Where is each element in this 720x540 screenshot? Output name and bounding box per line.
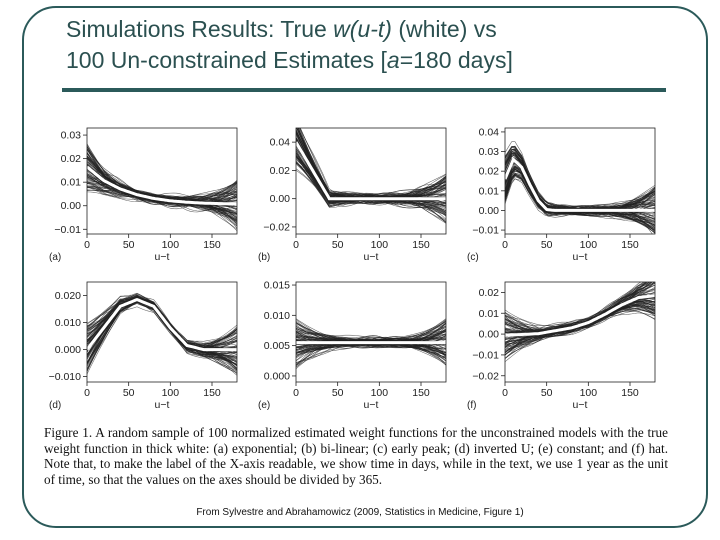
panel-label: (b) [258,252,271,263]
title-line2b: a [386,47,400,73]
title-line2a: 100 Un-constrained Estimates [ [66,47,387,73]
chart-panel-2 [258,118,446,264]
x-tick-label: 100 [579,387,598,399]
y-tick-label: 0.010 [54,317,81,330]
source-note: From Sylvestre and Abrahamowicz (2009, Statistics in Medicine, Figure 1) [196,507,524,518]
x-tick-label: 150 [203,239,221,251]
x-axis-label: u−t [363,251,379,263]
y-tick-label: −0.010 [48,371,81,384]
y-tick-label: −0.02 [263,221,290,234]
x-tick-label: 0 [502,239,508,251]
x-axis-label: u−t [572,251,588,263]
x-tick-label: 100 [161,239,180,251]
y-tick-label: 0.000 [263,370,290,383]
title-italic: w(u-t) [333,16,392,42]
x-tick-label: 100 [370,239,389,251]
chart-panel-3 [467,126,655,263]
y-tick-label: 0.02 [60,153,81,166]
x-tick-label: 100 [370,387,389,399]
y-tick-label: 0.01 [60,176,81,189]
x-tick-label: 150 [412,387,430,399]
title-line2c: =180 days] [399,47,513,73]
x-axis-label: u−t [154,251,170,263]
panel-label: (e) [258,400,271,411]
y-tick-label: 0.04 [478,126,499,139]
estimate-curve [296,132,446,203]
estimate-curves [87,144,237,231]
chart-panel-1 [49,128,237,263]
estimate-curves [87,293,237,375]
x-tick-label: 150 [203,387,221,399]
y-tick-label: 0.01 [478,307,499,320]
y-tick-label: 0.00 [60,200,81,213]
x-tick-label: 150 [621,239,639,251]
y-tick-label: −0.01 [472,349,499,362]
y-tick-label: 0.00 [478,204,499,217]
panel-label: (f) [467,400,477,411]
title-part3: (white) vs [391,16,497,42]
x-tick-label: 0 [293,387,299,399]
x-tick-label: 50 [122,239,135,251]
x-tick-label: 50 [540,239,553,251]
y-tick-label: 0.02 [478,165,499,178]
x-axis-label: u−t [572,399,588,411]
estimate-curves [505,271,655,362]
y-tick-label: 0.00 [269,193,290,206]
y-tick-label: −0.01 [54,223,81,236]
y-tick-label: 0.03 [478,146,499,159]
x-axis-label: u−t [363,399,379,411]
y-tick-label: 0.03 [60,129,81,142]
x-tick-label: 50 [331,239,344,251]
y-tick-label: 0.00 [478,328,499,341]
y-tick-label: 0.04 [269,136,290,149]
y-tick-label: 0.015 [263,279,290,292]
x-tick-label: 0 [502,387,508,399]
x-tick-label: 50 [122,387,135,399]
y-tick-label: 0.010 [263,309,290,322]
plot-frame [87,282,237,382]
chart-panel-4 [49,282,237,411]
x-tick-label: 0 [84,387,90,399]
y-tick-label: 0.02 [478,286,499,299]
x-tick-label: 0 [84,239,90,251]
estimate-curve [87,294,237,372]
x-tick-label: 100 [161,387,180,399]
x-tick-label: 50 [331,387,344,399]
chart-panel-5 [258,280,446,411]
y-tick-label: −0.01 [472,224,499,237]
x-tick-label: 50 [540,387,553,399]
y-tick-label: 0.02 [269,164,290,177]
estimate-curve [505,154,655,234]
chart-panel-6 [467,271,655,411]
y-tick-label: 0.01 [478,185,499,198]
y-tick-label: 0.005 [263,340,290,353]
x-axis-label: u−t [154,399,170,411]
figure-caption: Figure 1. A random sample of 100 normalized estimated weight functions for the unconstrained models with the true weight function in thick white: (a) exponential; (b) bi-linear; (c) early peak; (d) inverted U; (e) constant; and (f) hat. Note that, to make the label of the X-axis readable, we show time in days, while in the text, we use 1 year as the unit of time, so that the values on the axes should be divided by 365. [44,425,668,487]
x-tick-label: 150 [412,239,430,251]
x-tick-label: 100 [579,239,598,251]
title-part1: Simulations Results: True [66,16,334,42]
y-tick-label: 0.020 [54,290,81,303]
panel-label: (a) [49,252,62,263]
estimate-curves [505,142,655,238]
x-tick-label: 150 [621,387,639,399]
y-tick-label: 0.000 [54,344,81,357]
panel-label: (d) [49,400,62,411]
panel-label: (c) [467,252,479,263]
y-tick-label: −0.02 [472,370,499,383]
estimate-curves [296,118,446,224]
x-tick-label: 0 [293,239,299,251]
